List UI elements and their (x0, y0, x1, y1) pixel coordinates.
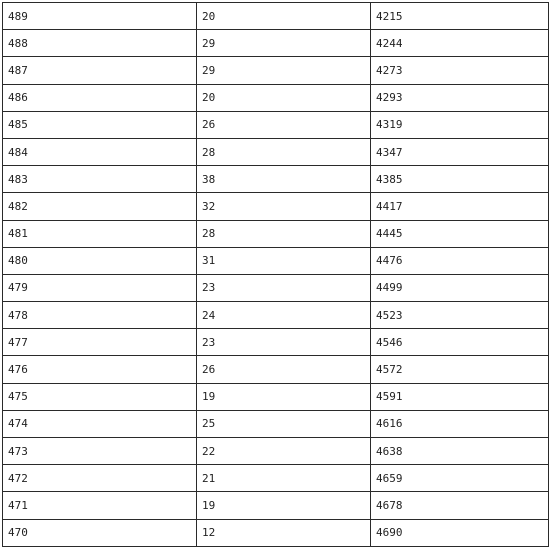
table-row (3, 220, 549, 247)
cumulative-cell: 4638 (371, 438, 549, 465)
score-cell: 483 (3, 166, 197, 193)
score-table (2, 2, 549, 547)
cumulative-cell: 4273 (371, 57, 549, 84)
table-row (3, 274, 549, 301)
count-cell: 31 (197, 247, 371, 274)
score-cell: 476 (3, 356, 197, 383)
count-cell: 20 (197, 3, 371, 30)
cumulative-cell: 4591 (371, 383, 549, 410)
table-row (3, 465, 549, 492)
table-row (3, 519, 549, 546)
score-cell: 480 (3, 247, 197, 274)
score-cell: 488 (3, 30, 197, 57)
score-cell: 481 (3, 220, 197, 247)
score-cell: 484 (3, 138, 197, 165)
cumulative-cell: 4445 (371, 220, 549, 247)
count-cell: 19 (197, 383, 371, 410)
score-table-container (2, 2, 548, 547)
table-row (3, 383, 549, 410)
count-cell: 28 (197, 220, 371, 247)
score-cell: 471 (3, 492, 197, 519)
cumulative-cell: 4690 (371, 519, 549, 546)
cumulative-cell: 4347 (371, 138, 549, 165)
table-row (3, 438, 549, 465)
table-row (3, 84, 549, 111)
count-cell: 26 (197, 356, 371, 383)
table-row (3, 57, 549, 84)
count-cell: 19 (197, 492, 371, 519)
count-cell: 29 (197, 57, 371, 84)
table-row (3, 111, 549, 138)
table-row (3, 329, 549, 356)
score-cell: 475 (3, 383, 197, 410)
score-cell: 489 (3, 3, 197, 30)
score-cell: 477 (3, 329, 197, 356)
cumulative-cell: 4546 (371, 329, 549, 356)
table-row (3, 492, 549, 519)
cumulative-cell: 4616 (371, 410, 549, 437)
count-cell: 26 (197, 111, 371, 138)
cumulative-cell: 4385 (371, 166, 549, 193)
count-cell: 23 (197, 329, 371, 356)
table-row (3, 356, 549, 383)
score-cell: 479 (3, 274, 197, 301)
score-cell: 486 (3, 84, 197, 111)
cumulative-cell: 4659 (371, 465, 549, 492)
count-cell: 38 (197, 166, 371, 193)
cumulative-cell: 4572 (371, 356, 549, 383)
cumulative-cell: 4417 (371, 193, 549, 220)
score-cell: 482 (3, 193, 197, 220)
score-cell: 472 (3, 465, 197, 492)
count-cell: 29 (197, 30, 371, 57)
cumulative-cell: 4476 (371, 247, 549, 274)
cumulative-cell: 4215 (371, 3, 549, 30)
count-cell: 28 (197, 138, 371, 165)
count-cell: 24 (197, 302, 371, 329)
table-row (3, 138, 549, 165)
count-cell: 12 (197, 519, 371, 546)
cumulative-cell: 4293 (371, 84, 549, 111)
score-cell: 473 (3, 438, 197, 465)
count-cell: 22 (197, 438, 371, 465)
cumulative-cell: 4319 (371, 111, 549, 138)
table-row (3, 3, 549, 30)
cumulative-cell: 4244 (371, 30, 549, 57)
table-row (3, 247, 549, 274)
score-cell: 485 (3, 111, 197, 138)
count-cell: 23 (197, 274, 371, 301)
score-cell: 470 (3, 519, 197, 546)
score-cell: 478 (3, 302, 197, 329)
table-row (3, 166, 549, 193)
table-row (3, 410, 549, 437)
cumulative-cell: 4678 (371, 492, 549, 519)
score-cell: 474 (3, 410, 197, 437)
cumulative-cell: 4523 (371, 302, 549, 329)
table-row (3, 30, 549, 57)
cumulative-cell: 4499 (371, 274, 549, 301)
score-cell: 487 (3, 57, 197, 84)
table-row (3, 193, 549, 220)
count-cell: 20 (197, 84, 371, 111)
table-body (3, 3, 549, 547)
count-cell: 32 (197, 193, 371, 220)
count-cell: 21 (197, 465, 371, 492)
table-row (3, 302, 549, 329)
count-cell: 25 (197, 410, 371, 437)
